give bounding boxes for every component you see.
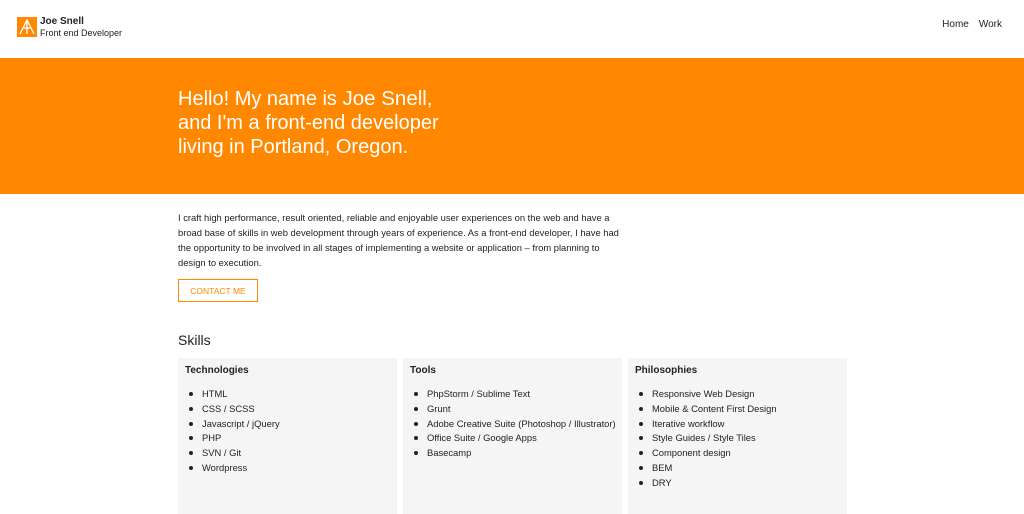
hero-greeting: Hello! My name is: [178, 88, 343, 110]
intro-paragraph: I craft high performance, result oriented, reliable and enjoyable user experiences on the web and have a broad base of skills in web development through years of experience. As a front-end developer, I have had the opportunity to be involved in all stages of implementing a website or application – from planning to design to execution.: [178, 212, 619, 268]
list-item: Responsive Web Design: [652, 387, 842, 402]
skill-list: [427, 387, 617, 461]
skill-card-title: Tools: [410, 365, 436, 376]
list-item: Style Guides / Style Tiles: [652, 431, 842, 446]
skill-list: [202, 387, 392, 476]
list-item: Iterative workflow: [652, 417, 842, 432]
main-nav: [942, 18, 1002, 32]
skill-list: [652, 387, 842, 491]
list-item: Grunt: [427, 402, 617, 417]
list-item: PhpStorm / Sublime Text: [427, 387, 617, 402]
hero-line-3: living in Portland, Oregon.: [178, 136, 409, 158]
nav-home-link[interactable]: Home: [942, 19, 969, 30]
list-item: DRY: [652, 476, 842, 491]
hero-line-2: and I'm a front-end developer: [178, 112, 439, 134]
list-item: PHP: [202, 431, 392, 446]
site-header: [0, 0, 1024, 58]
list-item: CSS / SCSS: [202, 402, 392, 417]
contact-me-button[interactable]: CONTACT ME: [178, 279, 258, 302]
list-item: Javascript / jQuery: [202, 417, 392, 432]
list-item: Basecamp: [427, 446, 617, 461]
brand-role: Front end Developer: [40, 28, 123, 38]
skill-card-technologies: [178, 358, 397, 514]
skills-heading: Skills: [178, 332, 211, 348]
skill-card-title: Philosophies: [635, 365, 698, 376]
nav-work-link[interactable]: Work: [978, 19, 1002, 30]
list-item: Mobile & Content First Design: [652, 402, 842, 417]
list-item: Adobe Creative Suite (Photoshop / Illustrator): [427, 417, 617, 432]
list-item: BEM: [652, 461, 842, 476]
skill-card-philosophies: [628, 358, 847, 514]
brand-name[interactable]: Joe Snell: [40, 16, 84, 27]
list-item: Office Suite / Google Apps: [427, 431, 617, 446]
skill-card-title: Technologies: [185, 365, 249, 376]
list-item: Wordpress: [202, 461, 392, 476]
list-item: Component design: [652, 446, 842, 461]
logo-mark-icon[interactable]: [17, 17, 37, 37]
hero-banner: [0, 58, 1024, 194]
list-item: SVN / Git: [202, 446, 392, 461]
skill-card-tools: [403, 358, 622, 514]
list-item: HTML: [202, 387, 392, 402]
hero-name: Joe Snell: [342, 87, 427, 110]
hero-comma: ,: [426, 88, 433, 110]
hero-heading: [178, 87, 498, 159]
